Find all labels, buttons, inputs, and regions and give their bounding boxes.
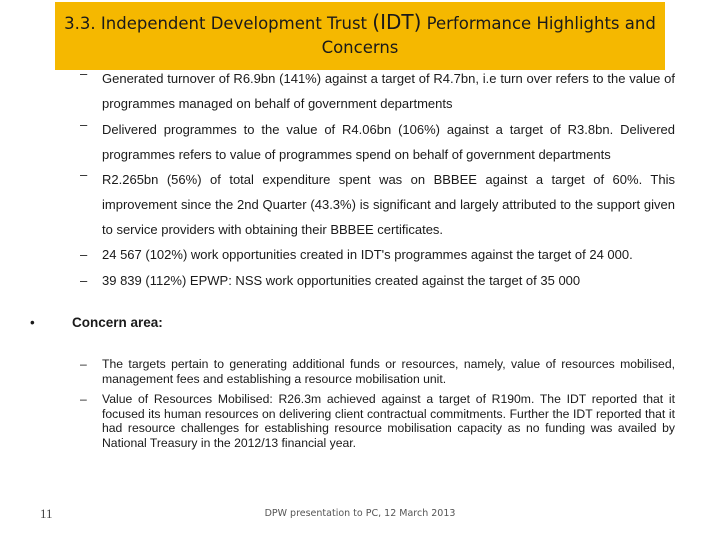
highlight-item [80, 247, 675, 263]
concern-text: Value of Resources Mobilised: R26.3m achieved against a target of R190m. The IDT reported that it focused its human resources on delivering client contractual commitments. Further the IDT reported that it had resource challenges for establishing resource mobilisation capacity as no funding was availed by National Treasury in the 2012/13 financial year. [102, 392, 675, 450]
highlight-item [80, 273, 675, 289]
footer-text: DPW presentation to PC, 12 March 2013 [264, 508, 456, 519]
slide-title [55, 2, 665, 70]
highlight-item [80, 167, 675, 242]
highlight-text: 24 567 (102%) work opportunities created in IDT's programmes against the target of 24 000. [102, 247, 633, 262]
title-line-1 [55, 10, 665, 36]
highlight-item [80, 66, 675, 116]
highlight-text: Delivered programmes to the value of R4.06bn (106%) against a target of R3.8bn. Delivered programmes refers to value of programmes spend on behalf of government departments [102, 122, 675, 162]
highlight-text: R2.265bn (56%) of total expenditure spent was on BBBEE against a target of 60%. This improvement since the 2nd Quarter (43.3%) is significant and largely attributed to the support given to service providers with obtaining their BBBEE certificates. [102, 172, 675, 237]
dash-marker: – [80, 247, 88, 262]
concern-text: The targets pertain to generating additional funds or resources, namely, value of resources mobilised, management fees and establishing a resource mobilisation unit. [102, 357, 675, 386]
concern-label: Concern area: [72, 315, 163, 330]
dash-marker: – [80, 273, 88, 288]
slide-number: 11 [40, 506, 53, 521]
dash-marker: – [80, 66, 88, 81]
dash-marker: – [80, 357, 87, 371]
highlight-text: Generated turnover of R6.9bn (141%) against a target of R4.7bn, i.e turn over refers to the value of programmes managed on behalf of government departments [102, 71, 675, 111]
dash-marker: – [80, 392, 87, 406]
highlight-item [80, 117, 675, 167]
dash-marker: – [80, 167, 88, 182]
title-acronym: (IDT) [372, 10, 422, 34]
bullet-marker: • [30, 315, 35, 330]
highlight-text: 39 839 (112%) EPWP: NSS work opportunities created against the target of 35 000 [102, 273, 581, 288]
title-part2: Performance Highlights and [421, 14, 656, 33]
concern-item [80, 357, 675, 386]
title-line-2: Concerns [321, 38, 399, 57]
title-part1: 3.3. Independent Development Trust [64, 14, 373, 33]
concern-item [80, 392, 675, 450]
concern-heading [30, 315, 163, 330]
dash-marker: – [80, 117, 88, 132]
